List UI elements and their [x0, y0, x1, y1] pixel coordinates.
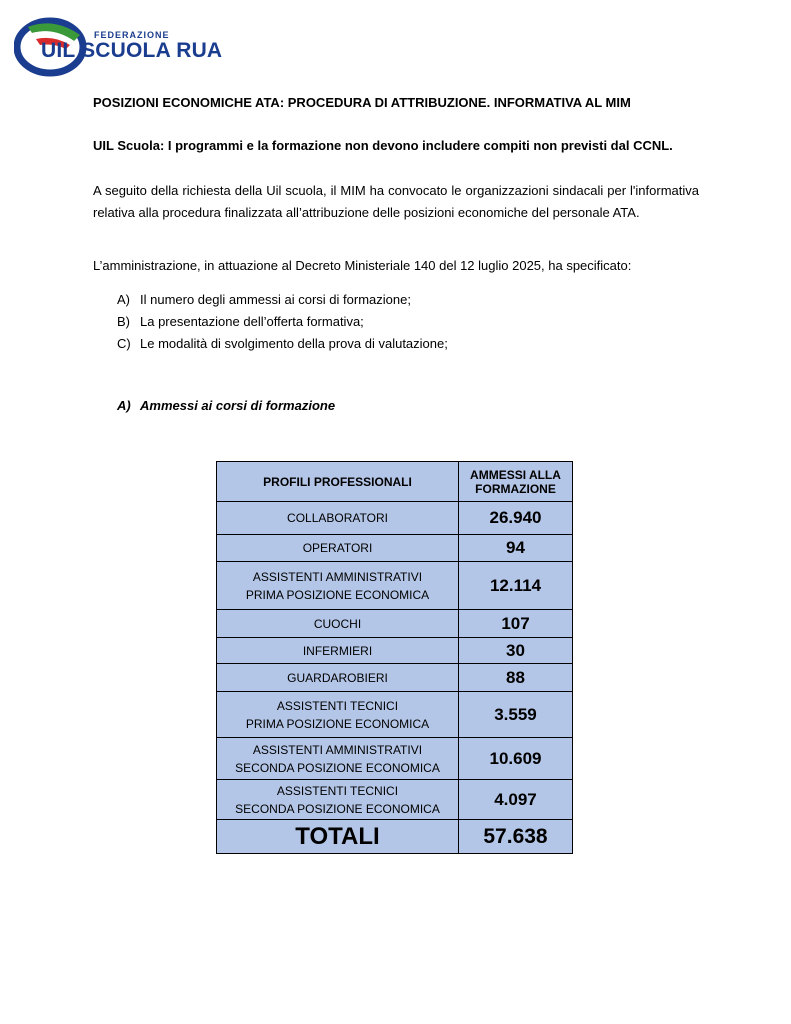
- profile-line1: GUARDAROBIERI: [287, 670, 388, 685]
- profile-line1: ASSISTENTI TECNICI: [276, 698, 399, 713]
- list-letter: B): [117, 314, 130, 329]
- logo-brand-text: UIL SCUOLA RUA: [41, 39, 223, 62]
- list-text: Le modalità di svolgimento della prova di valutazione;: [140, 336, 448, 351]
- table-header-row: [217, 462, 573, 502]
- profile-line1: CUOCHI: [313, 616, 362, 631]
- list-letter: C): [117, 336, 131, 351]
- value-cell: 10.609: [459, 738, 573, 780]
- table-row: [217, 638, 573, 664]
- list-item: [117, 289, 448, 311]
- profile-cell: [217, 535, 459, 562]
- value-cell: 107: [459, 610, 573, 638]
- profile-line1: COLLABORATORI: [287, 511, 388, 525]
- value-cell: 3.559: [459, 692, 573, 738]
- profile-cell: [217, 692, 459, 738]
- table-row: [217, 780, 573, 820]
- total-value: 57.638: [459, 820, 573, 854]
- intro-paragraph: A seguito della richiesta della Uil scuola, il MIM ha convocato le organizzazioni sindacali per l'informativa relativa alla procedura finalizzata all’attribuzione delle posizioni economiche del personale ATA.: [93, 183, 699, 220]
- profile-cell: [217, 638, 459, 664]
- header-admitted: [459, 462, 573, 502]
- profile-cell: [217, 664, 459, 692]
- profile-line2: PRIMA POSIZIONE ECONOMICA: [245, 587, 430, 602]
- section-heading: [117, 398, 335, 413]
- list-text: La presentazione dell’offerta formativa;: [140, 314, 364, 329]
- profile-line2: SECONDA POSIZIONE ECONOMICA: [235, 801, 440, 816]
- specification-paragraph: L’amministrazione, in attuazione al Decreto Ministeriale 140 del 12 luglio 2025, ha specificato:: [93, 258, 632, 273]
- value-cell: 88: [459, 664, 573, 692]
- document-subtitle: UIL Scuola: I programmi e la formazione non devono includere compiti non previsti dal CCNL.: [93, 138, 673, 153]
- logo-federazione-text: FEDERAZIONE: [94, 30, 170, 40]
- list-item: [117, 333, 448, 355]
- value-cell: 30: [459, 638, 573, 664]
- profile-cell: [217, 780, 459, 820]
- profile-cell: [217, 562, 459, 610]
- profile-line1: INFERMIERI: [302, 643, 373, 658]
- table-row: [217, 535, 573, 562]
- header-admitted-line2: FORMAZIONE: [475, 481, 556, 496]
- profile-line1: ASSISTENTI AMMINISTRATIVI: [252, 742, 423, 757]
- value-cell: 4.097: [459, 780, 573, 820]
- table-total-row: [217, 820, 573, 854]
- value-cell: 12.114: [459, 562, 573, 610]
- value-cell: 26.940: [459, 502, 573, 535]
- table-row: [217, 738, 573, 780]
- section-letter: A): [117, 398, 131, 413]
- list-letter: A): [117, 292, 130, 307]
- profile-line1: ASSISTENTI TECNICI: [276, 783, 399, 798]
- profile-line2: PRIMA POSIZIONE ECONOMICA: [245, 716, 430, 731]
- section-text: Ammessi ai corsi di formazione: [140, 398, 336, 413]
- profile-cell: [217, 738, 459, 780]
- table-row: [217, 692, 573, 738]
- list-item: [117, 311, 448, 333]
- table-row: [217, 664, 573, 692]
- total-label: TOTALI: [217, 820, 459, 854]
- profile-line2: SECONDA POSIZIONE ECONOMICA: [235, 760, 440, 775]
- document-title: POSIZIONI ECONOMICHE ATA: PROCEDURA DI ATTRIBUZIONE. INFORMATIVA AL MIM: [93, 95, 631, 110]
- header-profile: PROFILI PROFESSIONALI: [217, 462, 459, 502]
- profile-line1: ASSISTENTI AMMINISTRATIVI: [252, 569, 423, 584]
- table-row: [217, 562, 573, 610]
- specification-list: [117, 289, 448, 355]
- uil-scuola-rua-logo: [14, 17, 224, 77]
- list-text: Il numero degli ammessi ai corsi di formazione;: [140, 292, 411, 307]
- admitted-table: [216, 461, 573, 854]
- profile-cell: [217, 502, 459, 535]
- value-cell: 94: [459, 535, 573, 562]
- profile-line1: OPERATORI: [302, 541, 373, 555]
- header-admitted-line1: AMMESSI ALLA: [470, 467, 561, 482]
- profile-cell: [217, 610, 459, 638]
- table-row: [217, 610, 573, 638]
- table-row: [217, 502, 573, 535]
